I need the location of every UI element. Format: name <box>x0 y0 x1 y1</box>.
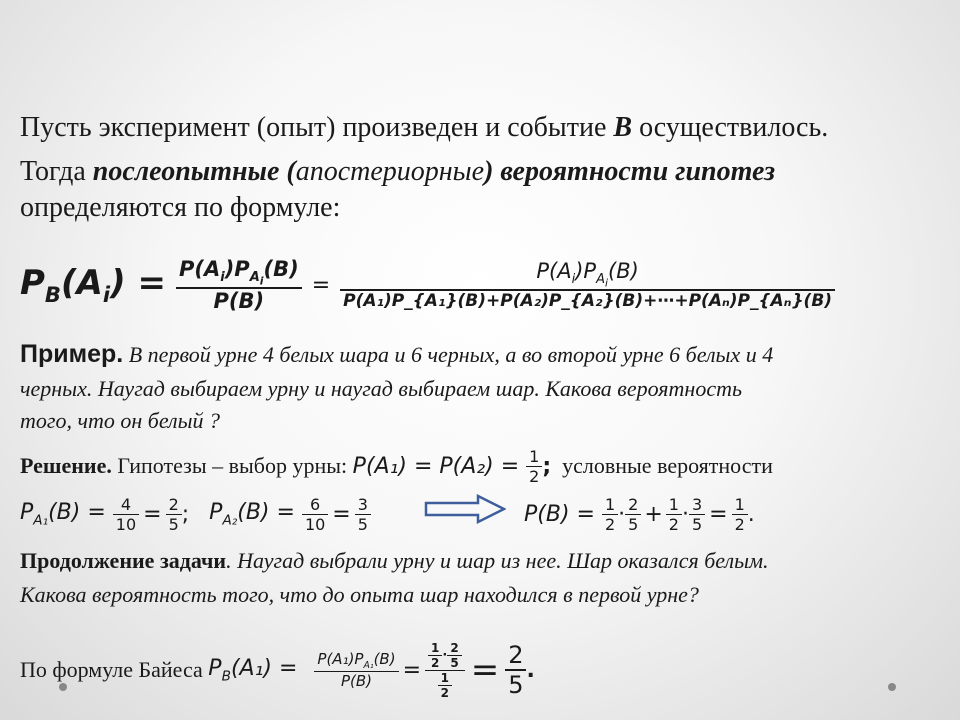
pa2-expression: $P_{A_2}(B)$ = <box>209 499 302 529</box>
slide-dot-left <box>59 683 67 691</box>
term-posterior: послеопытные ( <box>92 156 296 187</box>
intro-text-end: осуществилось. <box>632 112 829 143</box>
prior-formula: P(A₁) = P(A₂) = <box>352 453 527 479</box>
nested-fraction: $\frac{1}{2}$ · $\frac{2}{5}$ $\frac{1}{2}$ <box>425 641 465 700</box>
conditional-label: условные вероятности <box>551 453 773 478</box>
continuation-label: Продолжение задачи <box>20 548 227 573</box>
half-fraction: $\frac{1}{2}$ <box>526 447 542 486</box>
continuation-text: . Наугад выбрали урну и шар из нее. Шар оказался белым. <box>226 548 769 573</box>
formula-fraction-1: $\frac{P(A_i)P_{A_i}(B)}{P(B)}$ <box>176 257 302 314</box>
intro-line-1 <box>20 112 828 144</box>
bayes-formula <box>20 246 835 324</box>
example-text: В первой урне 4 белых шара и 6 черных, а во второй урне 6 белых и 4 <box>123 342 774 367</box>
example-line-2: черных. Наугад выбираем урну и наугад выбираем шар. Какова вероятность <box>20 376 742 401</box>
formula-fraction-2: $\frac{P(A_i)P_{A_i}(B)}{\text{P(A₁)P\_\{A₁\}(B)+P(A₂)P\_\{A₂\}(B)+⋯+P(Aₙ)P\_\{Aₙ\}(B)}}$ <box>340 259 835 312</box>
final-formula: По формуле Байеса $P_B(A_1)$ = $\frac{P(A_1)P_{A_1}(B)}{P(B)}$ = $\frac{1}{2}$ · $\frac{2}{5}$ $\frac{1}{2}$ = $\frac{2}{5}$ . <box>20 640 535 700</box>
final-lhs: $P_B(A_1)$ = <box>208 655 305 685</box>
example-line-1 <box>20 340 773 369</box>
solution-line-1: Решение. Гипотезы – выбор урны: P(A₁) = P(A₂) = $\frac{1}{2}$ ; условные вероятности <box>20 446 773 486</box>
arrow-right-icon <box>424 494 506 524</box>
example-line-3: того, что он белый ? <box>20 408 221 433</box>
example-label: Пример. <box>20 340 124 368</box>
intro-then: Тогда <box>20 156 93 187</box>
continuation-line-2: Какова вероятность того, что до опыта шар находился в первой урне? <box>20 582 699 607</box>
solution-line-2: $P_{A_1}(B)$ = $\frac{4}{10}$ = $\frac{2}{5}$ ; $P_{A_2}(B)$ = $\frac{6}{10}$ = $\frac{3}{5}$ <box>20 488 371 540</box>
event-b: B <box>613 112 633 143</box>
solution-label: Решение. <box>20 453 112 478</box>
formula-equals: = <box>311 272 331 298</box>
continuation-line-1 <box>20 548 769 574</box>
term-aposteriori: апостериорные <box>295 156 485 187</box>
total-probability: P(B) = $\frac{1}{2}$ · $\frac{2}{5}$ + $\frac{1}{2}$ · $\frac{3}{5}$ = $\frac{1}{2}$ . <box>524 494 755 534</box>
final-fraction: $\frac{P(A_1)P_{A_1}(B)}{P(B)}$ <box>314 650 398 690</box>
pa1-expression: $P_{A_1}(B)$ = <box>20 499 113 529</box>
intro-line-3: определяются по формуле: <box>20 192 341 223</box>
intro-line-2 <box>20 156 775 188</box>
final-result: $\frac{2}{5}$ <box>505 641 526 699</box>
intro-text: Пусть эксперимент (опыт) произведен и событие <box>20 112 614 143</box>
slide-dot-right <box>888 683 896 691</box>
final-label: По формуле Байеса <box>20 657 209 682</box>
formula-lhs: $P_B(A_i)$ = <box>20 263 166 307</box>
term-hypotheses: ) вероятности гипотез <box>484 156 776 187</box>
solution-text: Гипотезы – выбор урны: <box>111 453 353 478</box>
